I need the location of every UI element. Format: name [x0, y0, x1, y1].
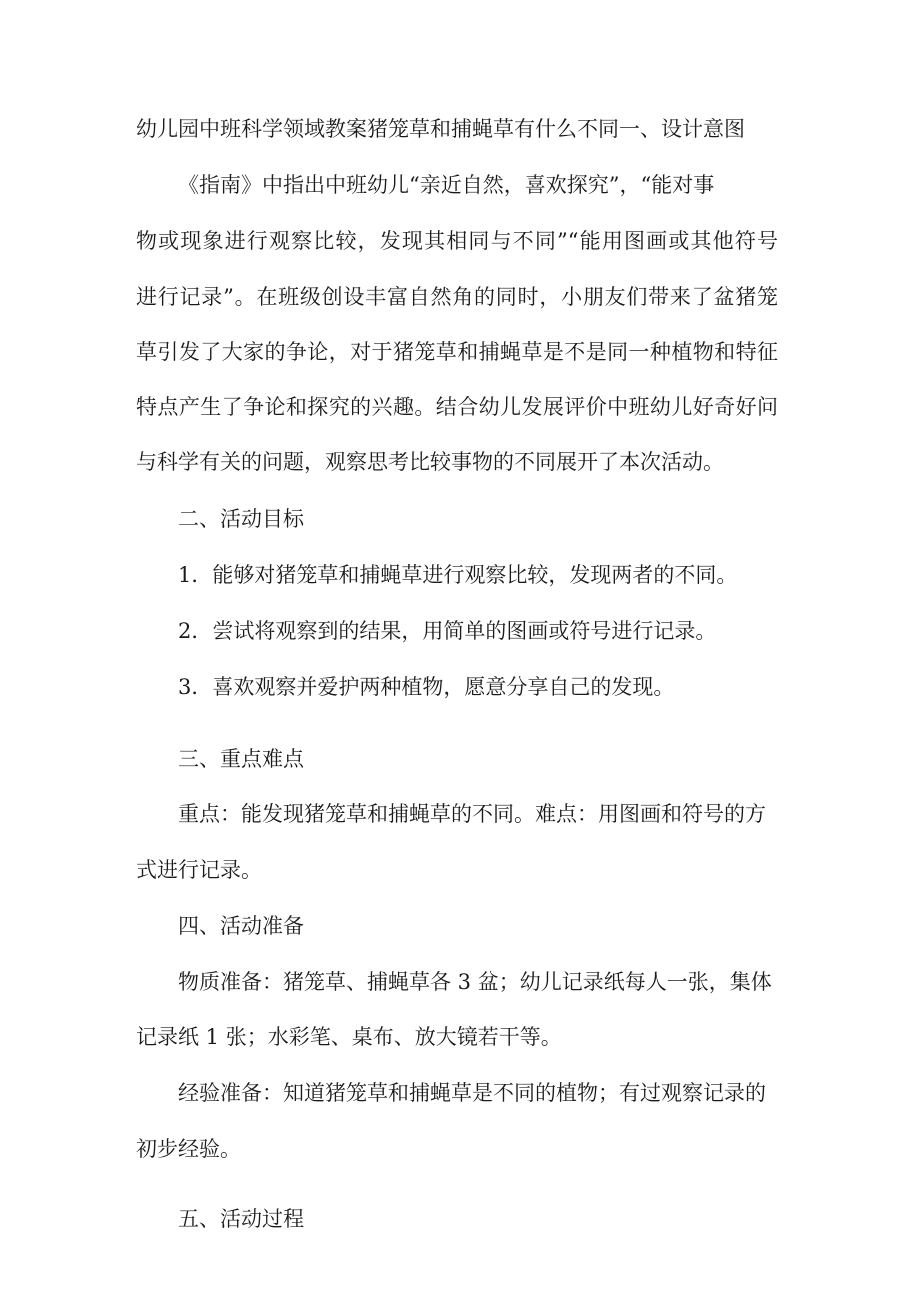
- section-heading-process: 五、活动过程: [178, 1207, 304, 1231]
- intro-line-2: 物或现象进行观察比较，发现其相同与不同”“能用图画或其他符号: [136, 229, 778, 253]
- material-prep-line-1: 物质准备：猪笼草、捕蝇草各 3 盆；幼儿记录纸每人一张，集体: [178, 970, 772, 994]
- goal-item-3: 3．喜欢观察并爱护两种植物，愿意分享自己的发现。: [178, 675, 675, 699]
- material-prep-line-2: 记录纸 1 张；水彩笔、桌布、放大镜若干等。: [136, 1025, 562, 1049]
- intro-line-6: 与科学有关的问题，观察思考比较事物的不同展开了本次活动。: [136, 450, 724, 474]
- section-heading-key-points: 三、重点难点: [178, 747, 304, 771]
- intro-line-4: 草引发了大家的争论，对于猪笼草和捕蝇草是不是同一种植物和特征: [136, 340, 778, 364]
- intro-line-1: 《指南》中指出中班幼儿“亲近自然，喜欢探究”，“能对事: [178, 173, 715, 197]
- document-title: 幼儿园中班科学领域教案猪笼草和捕蝇草有什么不同一、设计意图: [136, 117, 745, 141]
- goal-item-2: 2．尝试将观察到的结果，用简单的图画或符号进行记录。: [178, 619, 717, 643]
- key-points-line-2: 式进行记录。: [136, 858, 262, 882]
- section-heading-goals: 二、活动目标: [178, 507, 304, 531]
- experience-prep-line-2: 初步经验。: [136, 1137, 241, 1161]
- section-heading-preparation: 四、活动准备: [178, 914, 304, 938]
- goal-item-1: 1．能够对猪笼草和捕蝇草进行观察比较，发现两者的不同。: [178, 563, 738, 587]
- experience-prep-line-1: 经验准备：知道猪笼草和捕蝇草是不同的植物；有过观察记录的: [178, 1081, 766, 1105]
- key-points-line-1: 重点：能发现猪笼草和捕蝇草的不同。难点：用图画和符号的方: [178, 802, 766, 826]
- intro-line-5: 特点产生了争论和探究的兴趣。结合幼儿发展评价中班幼儿好奇好问: [136, 395, 778, 419]
- intro-line-3: 进行记录”。在班级创设丰富自然角的同时，小朋友们带来了盆猪笼: [136, 285, 778, 309]
